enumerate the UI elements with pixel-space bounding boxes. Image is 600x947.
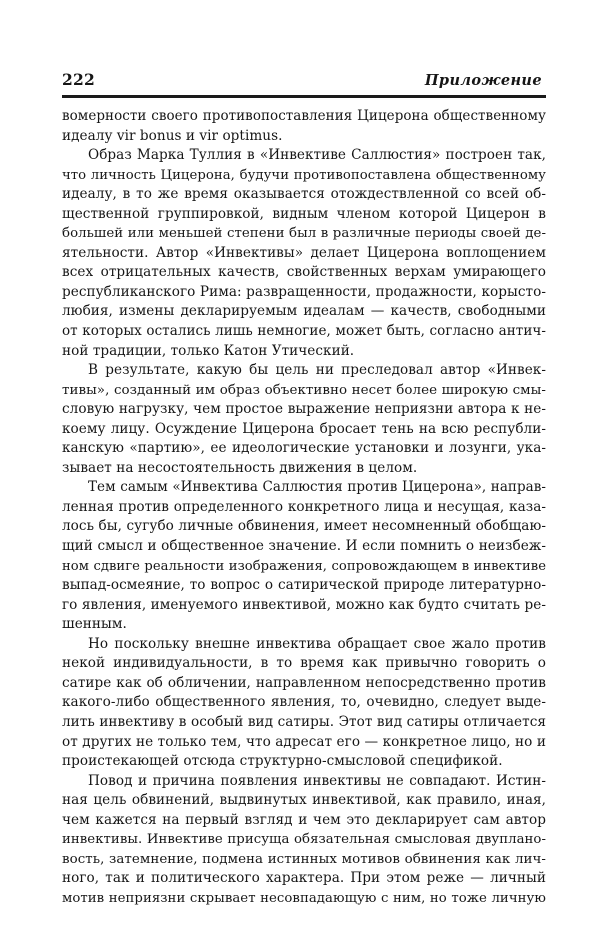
page-header — [62, 70, 546, 92]
text-line: от которых остались лишь немногие, может быть, согласно антич- — [62, 323, 546, 340]
page-number: 222 — [62, 70, 95, 89]
text-line: от других не только тем, что адресат его — конкретное лицо, но и — [62, 733, 546, 750]
text-line: лить инвективу в особый вид сатиры. Этот вид сатиры отличается — [62, 713, 546, 730]
text-line: лось бы, сугубо личные обвинения, имеет несомненный обобщаю- — [62, 518, 546, 535]
text-line: выпад-осмеяние, то вопрос о сатирической природе литературно- — [62, 577, 546, 594]
text-line: идеалу vir bonus и vir optimus. — [62, 127, 283, 144]
text-line: сатире как об обличении, направленном непосредственно против — [62, 674, 546, 691]
text-line: ленная против определенного конкретного лица и несущая, каза- — [62, 498, 546, 515]
text-line: Образ Марка Туллия в «Инвективе Саллюстия» построен так, — [88, 147, 546, 164]
text-line: ная цель обвинений, выдвинутых инвективой, как правило, иная, — [62, 792, 546, 809]
text-line: идеалу, в то же время оказывается отождествленной со всей об- — [62, 186, 546, 203]
text-line: Но поскольку внешне инвектива обращает свое жало против — [88, 635, 546, 652]
text-line: мотив неприязни скрывает несовпадающую с ним, но тоже личную — [62, 890, 546, 906]
running-title: Приложение — [424, 72, 542, 89]
text-line: В результате, какую бы цель ни преследовал автор «Инвек- — [88, 362, 546, 379]
text-line: канскую «партию», ее идеологические установки и лозунги, ука- — [62, 440, 546, 457]
text-line: вость, затемнение, подмена истинных мотивов обвинения как лич- — [62, 851, 546, 867]
text-line: Повод и причина появления инвективы не совпадают. Истин- — [88, 772, 546, 789]
text-line: всех отрицательных качеств, свойственных верхам умирающего — [62, 264, 546, 281]
text-line: некой индивидуальности, в то время как привычно говорить о — [62, 655, 546, 672]
text-line: зывает на несостоятельность движения в целом. — [62, 459, 418, 476]
text-line: словую нагрузку, чем простое выражение неприязни автора к не- — [62, 401, 546, 418]
text-line: коему лицу. Осуждение Цицерона бросает тень на всю республи- — [62, 420, 546, 437]
text-line: ятельности. Автор «Инвективы» делает Цицерона воплощением — [62, 244, 546, 261]
text-line: Тем самым «Инвектива Саллюстия против Цицерона», направ- — [88, 479, 546, 496]
text-line: чем кажется на первый взгляд и чем это декларирует сам автор — [62, 811, 546, 828]
text-line: щественной группировкой, видным членом которой Цицерон в — [62, 205, 546, 222]
text-line: ном сдвиге реальности изображения, сопровождающем в инвективе — [62, 558, 546, 574]
text-line: инвективы. Инвективе присуща обязательная смысловая двуплано- — [62, 832, 546, 848]
text-line: большей или меньшей степени был в различные периоды своей де- — [62, 226, 546, 242]
text-line: шенным. — [62, 616, 127, 633]
text-line: вомерности своего противопоставления Цицерона общественному — [62, 108, 546, 124]
text-line: щий смысл и общественное значение. И если помнить о неизбеж- — [62, 538, 546, 555]
text-line: го явления, именуемого инвективой, можно как будто считать ре- — [62, 596, 546, 613]
body-text — [62, 107, 546, 908]
text-line: любия, измены декларируемым идеалам — качеств, свободными — [62, 303, 546, 320]
text-line: ной традиции, только Катон Утический. — [62, 342, 355, 359]
book-page — [62, 70, 546, 908]
text-line: республиканского Рима: развращенности, продажности, корысто- — [62, 283, 546, 300]
text-line: что личность Цицерона, будучи противопоставлена общественному — [62, 167, 546, 183]
text-line: какого-либо общественного явления, то, очевидно, следует выде- — [62, 694, 546, 711]
text-line: проистекающей отсюда структурно-смысловой спецификой. — [62, 753, 503, 770]
header-rule — [62, 95, 546, 98]
text-line: тивы», созданный им образ объективно несет более широкую смы- — [62, 382, 546, 398]
text-line: ного, так и политического характера. При этом реже — личный — [62, 870, 546, 887]
